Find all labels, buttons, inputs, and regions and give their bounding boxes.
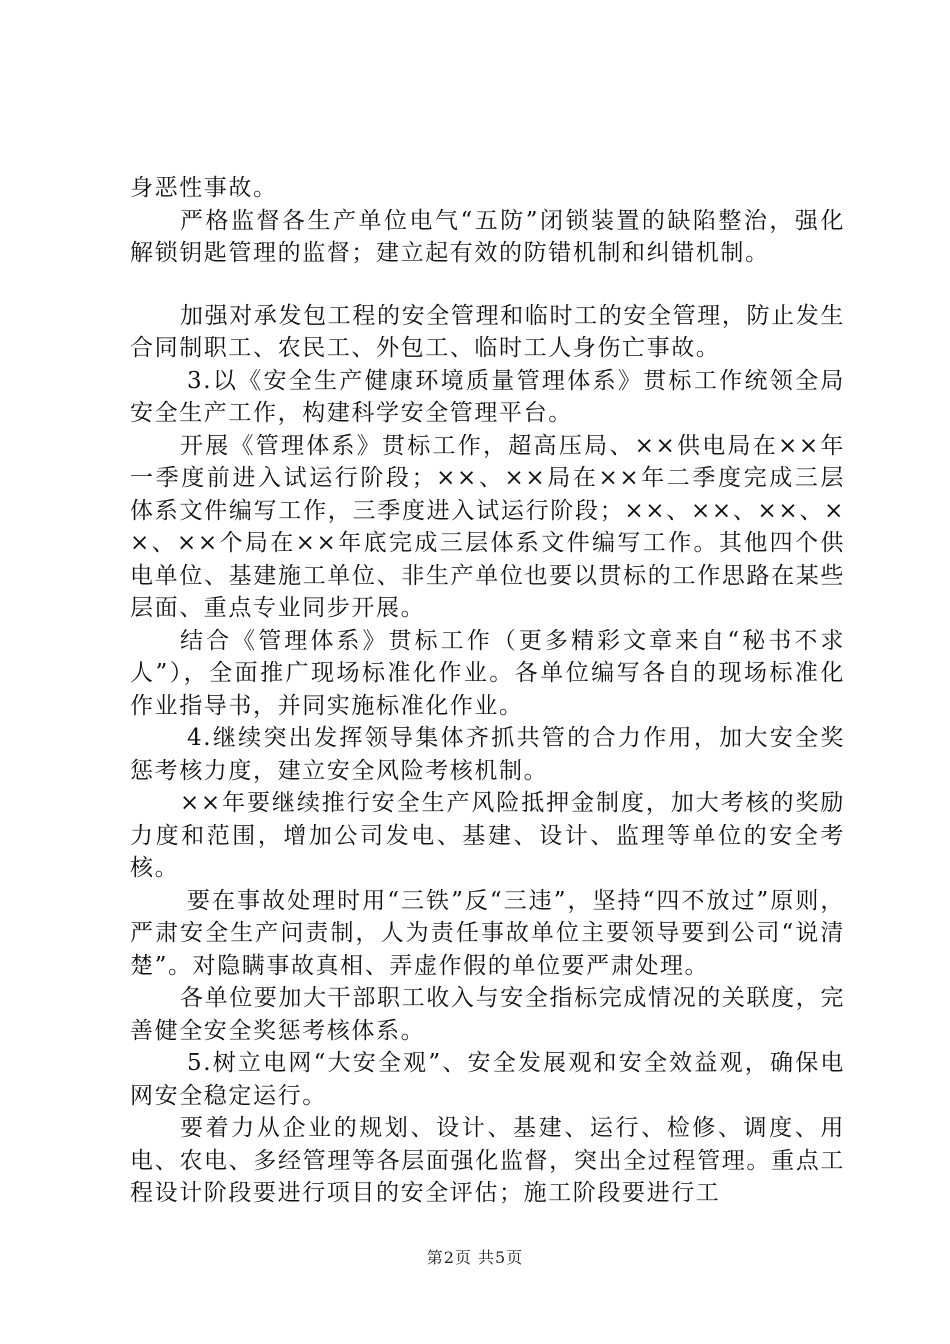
section-heading-4: 4.继续突出发挥领导集体齐抓共管的合力作用，加大安全奖惩考核力度，建立安全风险考核机制。 (130, 725, 845, 784)
paragraph-contract-safety: 加强对承发包工程的安全管理和临时工的安全管理，防止发生合同制职工、农民工、外包工、临时工人身伤亡事故。 (130, 302, 845, 361)
paragraph-five-prevention: 严格监督各生产单位电气“五防”闭锁装置的缺陷整治，强化解锁钥匙管理的监督；建立起有效的防错机制和纠错机制。 (130, 207, 845, 266)
document-body (130, 172, 845, 1210)
section-heading-3: 3.以《安全生产健康环境质量管理体系》贯标工作统领全局安全生产工作，构建科学安全管理平台。 (130, 367, 845, 426)
paragraph-management-system: 开展《管理体系》贯标工作，超高压局、××供电局在××年一季度前进入试运行阶段；××、××局在××年二季度完成三层体系文件编写工作，三季度进入试运行阶段；××、××、××、××、××个局在××年底完成三层体系文件编写工作。其他四个供电单位、基建施工单位、非生产单位也要以贯标的工作思路在某些层面、重点专业同步开展。 (130, 432, 845, 621)
paragraph-continuation: 身恶性事故。 (130, 175, 278, 201)
page-footer: 第2页 共5页 (426, 1248, 524, 1267)
paragraph-accountability: 要在事故处理时用“三铁”反“三违”，坚持“四不放过”原则，严肃安全生产问责制，人为责任事故单位主要领导要到公司“说清楚”。对隐瞒事故真相、弄虚作假的单位要严肃处理。 (130, 887, 845, 979)
section-heading-5: 5.树立电网“大安全观”、安全发展观和安全效益观，确保电网安全稳定运行。 (130, 1050, 845, 1109)
paragraph-standardization: 结合《管理体系》贯标工作（更多精彩文章来自“秘书不求人”），全面推广现场标准化作业。各单位编写各自的现场标准化作业指导书，并同实施标准化作业。 (130, 627, 845, 719)
paragraph-gap (130, 270, 845, 300)
paragraph-income-linkage: 各单位要加大干部职工收入与安全指标完成情况的关联度，完善健全安全奖惩考核体系。 (130, 985, 845, 1044)
paragraph-full-process: 要着力从企业的规划、设计、基建、运行、检修、调度、用电、农电、多经管理等各层面强化监督，突出全过程管理。重点工程设计阶段要进行项目的安全评估；施工阶段要进行工 (130, 1115, 845, 1206)
paragraph-risk-deposit: ××年要继续推行安全生产风险抵押金制度，加大考核的奖励力度和范围，增加公司发电、基建、设计、监理等单位的安全考核。 (130, 790, 845, 881)
